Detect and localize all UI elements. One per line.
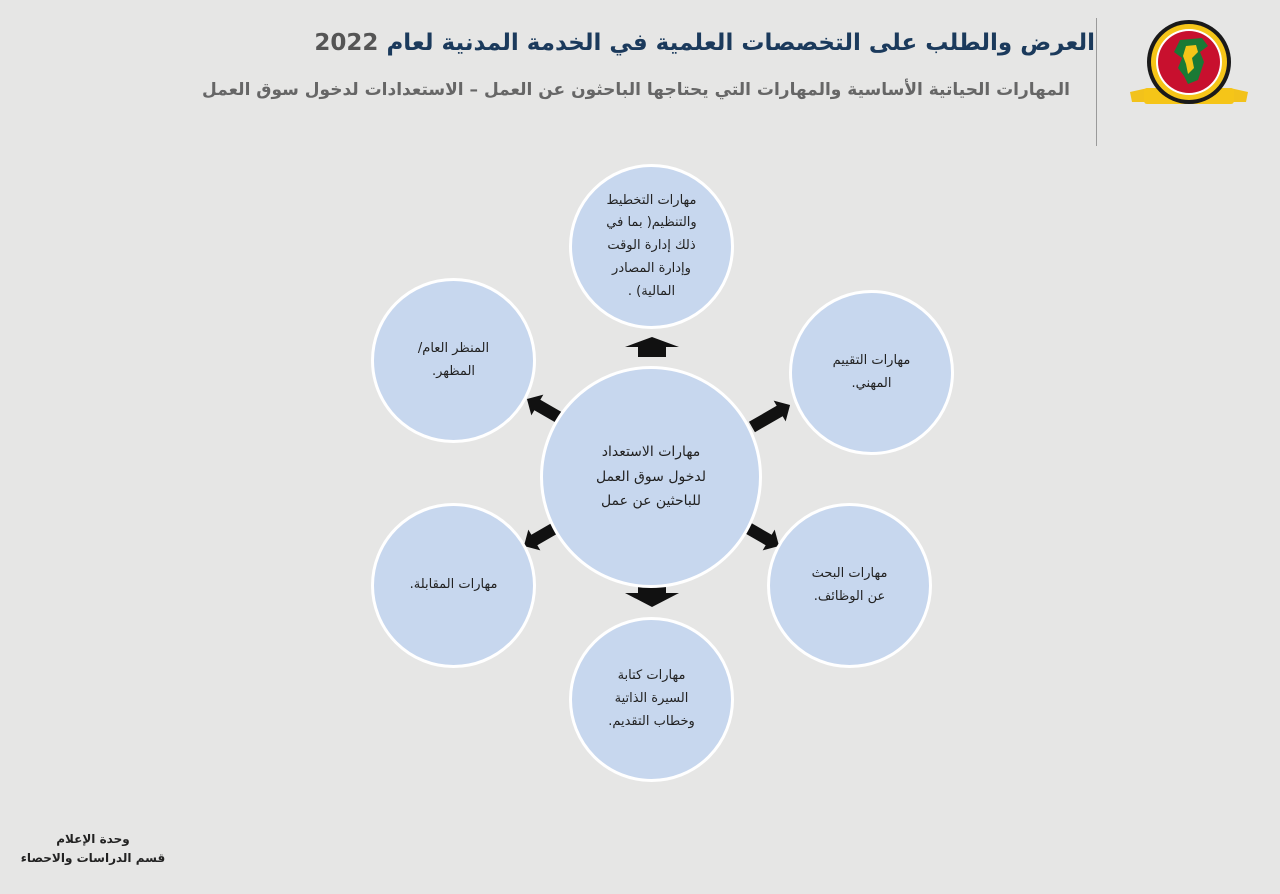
footer-credit bbox=[18, 830, 168, 867]
node-planning bbox=[569, 164, 734, 329]
page-title bbox=[314, 30, 1095, 56]
node-evaluation-label: مهارات التقييم المهني. bbox=[832, 352, 911, 391]
node-job-search bbox=[767, 503, 932, 668]
arrow-to-evaluation bbox=[746, 395, 796, 438]
node-interview bbox=[371, 503, 536, 668]
footer-line-1: وحدة الإعلام bbox=[56, 832, 130, 846]
node-evaluation bbox=[789, 290, 954, 455]
node-cv-writing-label: مهارات كتابة السيرة الذاتية وخطاب التقديم. bbox=[608, 668, 695, 729]
node-interview-label: مهارات المقابلة. bbox=[409, 577, 498, 593]
center-node bbox=[540, 366, 762, 588]
node-appearance-label: المنظر العام/المظهر. bbox=[417, 340, 490, 379]
arrow-to-planning bbox=[625, 337, 679, 357]
header-divider bbox=[1096, 18, 1097, 146]
node-appearance bbox=[371, 278, 536, 443]
node-cv-writing bbox=[569, 617, 734, 782]
center-node-label: مهارات الاستعداد لدخول سوق العمل للباحثين عن عمل bbox=[595, 444, 706, 510]
arrow-to-cv-writing bbox=[625, 586, 679, 607]
page-subtitle: المهارات الحياتية الأساسية والمهارات التي يحتاجها الباحثون عن العمل – الاستعدادات لدخول سوق العمل bbox=[202, 80, 1070, 100]
node-planning-label: مهارات التخطيط والتنظيم( بما في ذلك إدارة الوقت وإدارة المصادر المالية) . bbox=[606, 192, 697, 299]
civil-service-bureau-logo-icon bbox=[1128, 18, 1250, 120]
node-job-search-label: مهارات البحث عن الوظائف. bbox=[811, 565, 888, 604]
title-year: 2022 bbox=[314, 30, 379, 56]
footer-line-2: قسم الدراسات والاحصاء bbox=[20, 850, 166, 865]
title-text: العرض والطلب على التخصصات العلمية في الخدمة المدنية لعام bbox=[386, 30, 1095, 56]
